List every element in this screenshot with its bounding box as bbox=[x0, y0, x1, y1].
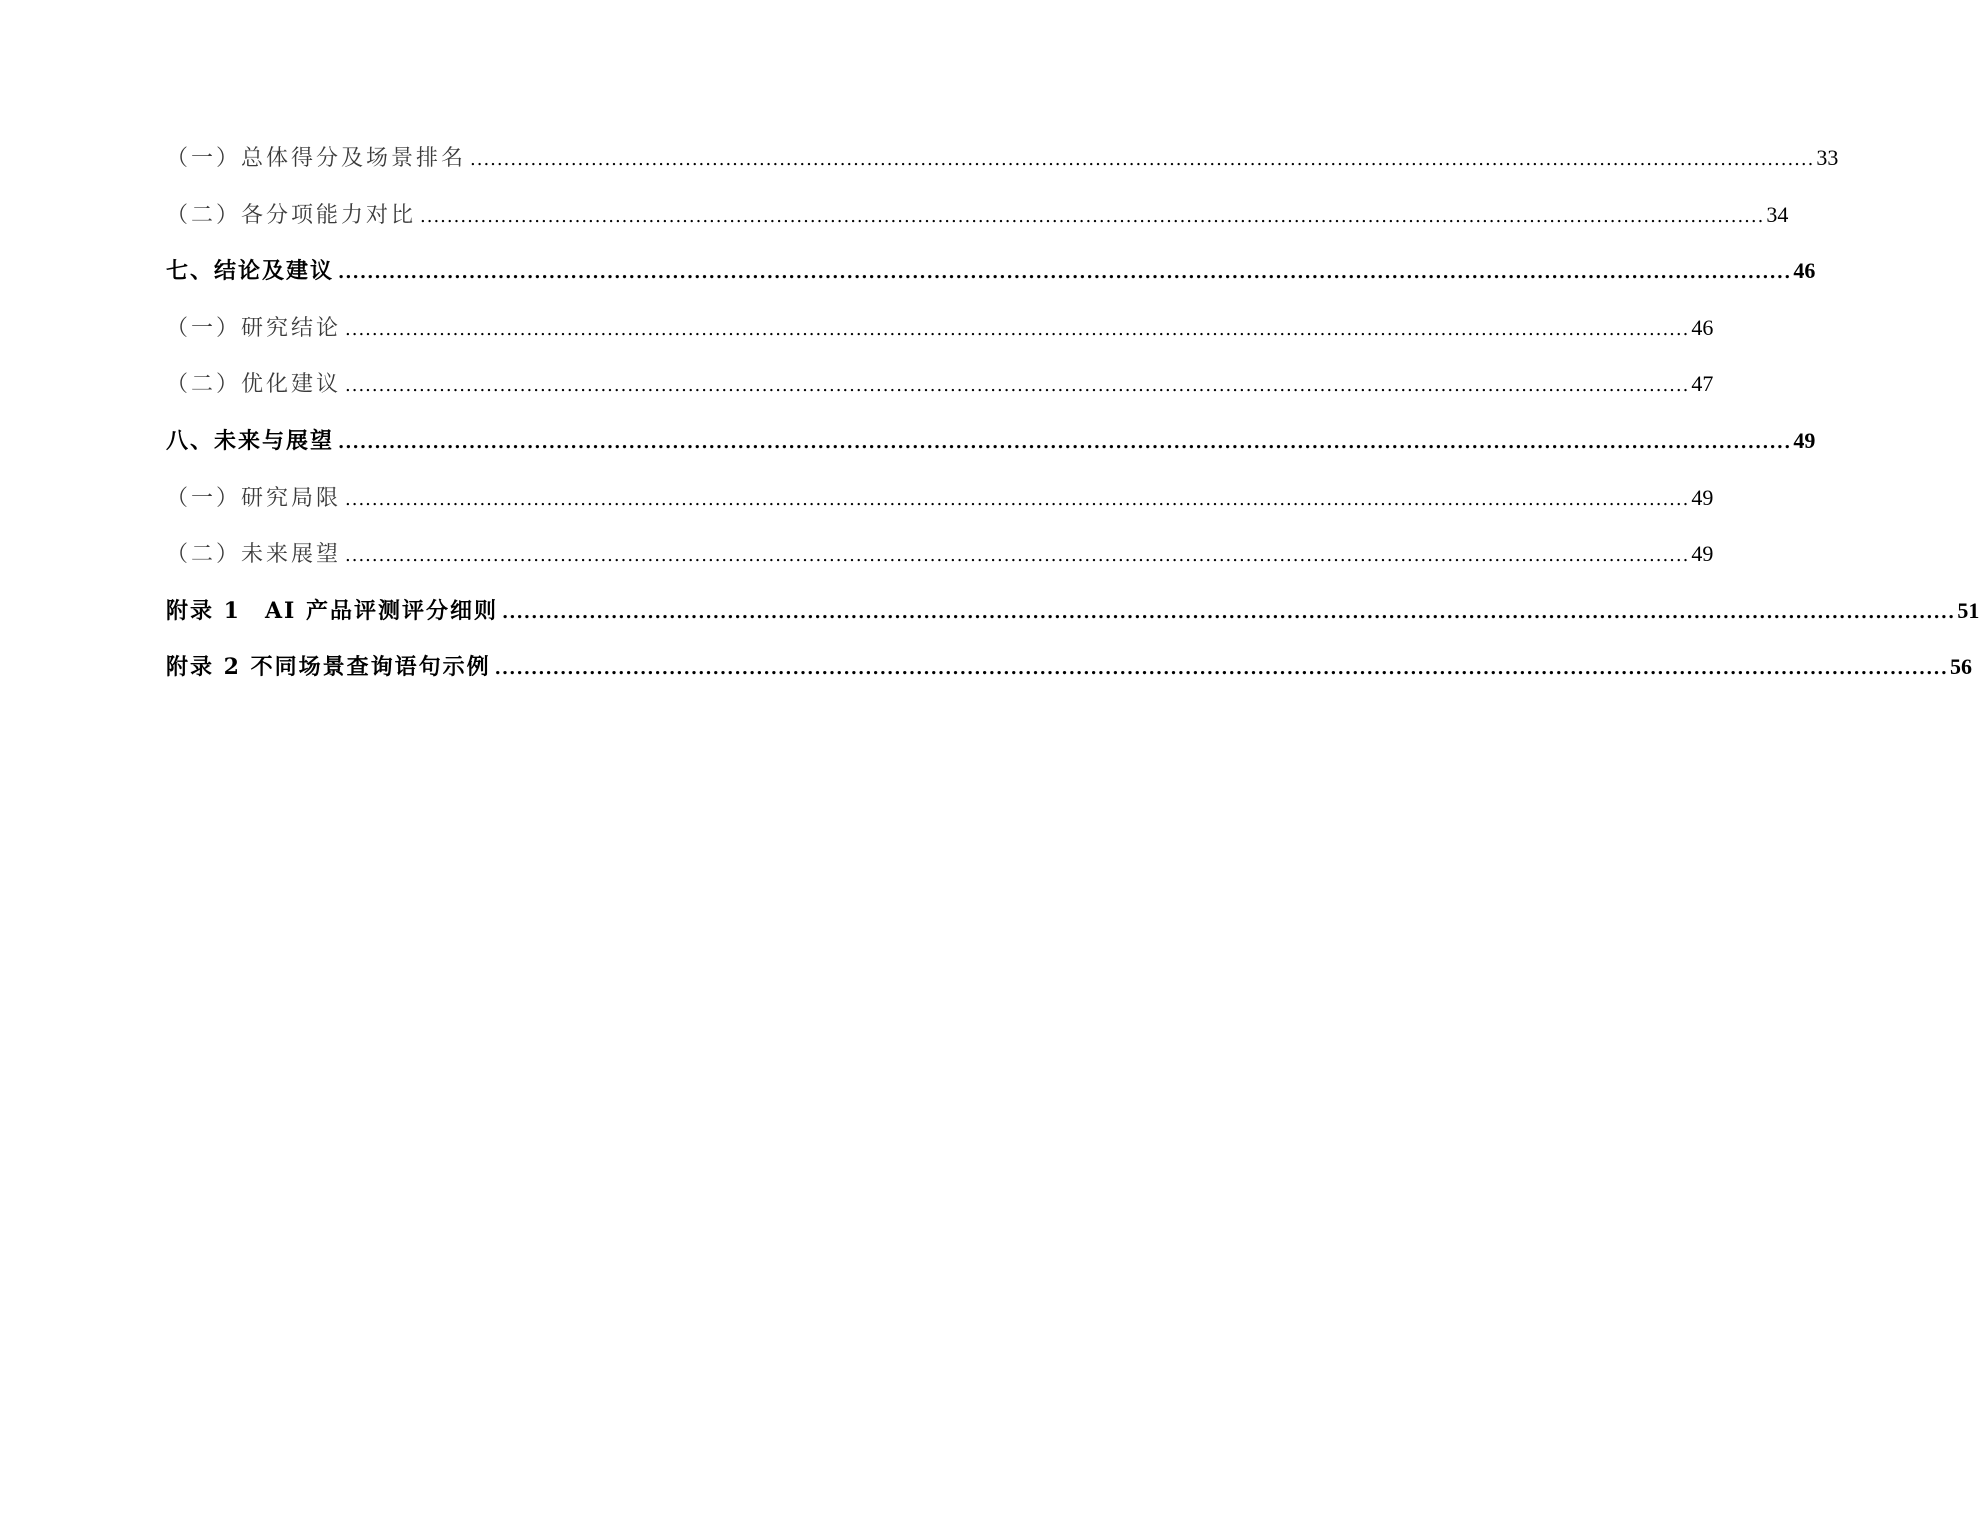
toc-page-number: 51 bbox=[1957, 597, 1979, 623]
toc-entry[interactable] bbox=[166, 534, 1714, 591]
toc-leader-dots: ........................................................................................................................................................................................................ bbox=[345, 545, 1690, 567]
toc-entry-title: 七、结论及建议 bbox=[166, 258, 335, 285]
toc-leader-dots: ........................................................................................................................................................................................................ bbox=[494, 658, 1948, 680]
toc-page-number: 33 bbox=[1816, 145, 1839, 170]
toc-page-number: 47 bbox=[1691, 371, 1714, 397]
toc-leader-dots: ........................................................................................................................................................................................................ bbox=[502, 601, 1956, 623]
toc-entry-title: （一）总体得分及场景排名 bbox=[166, 146, 467, 171]
toc-entry-title: （一）研究结论 bbox=[166, 315, 342, 341]
toc-leader-dots: ........................................................................................................................................................................................................ bbox=[470, 149, 1815, 170]
toc-page-number: 49 bbox=[1691, 541, 1714, 567]
toc-entry-title: 附录 1 AI 产品评测评分细则 bbox=[166, 597, 498, 624]
toc-leader-dots: ........................................................................................................................................................................................................ bbox=[420, 205, 1765, 227]
toc-page-number: 56 bbox=[1949, 654, 1972, 680]
toc-entry[interactable] bbox=[166, 364, 1714, 421]
toc-page-number: 49 bbox=[1793, 427, 1816, 453]
toc-page-number: 46 bbox=[1691, 314, 1714, 340]
toc-entry[interactable] bbox=[166, 478, 1714, 535]
toc-entry-title: （一）研究局限 bbox=[166, 485, 342, 511]
toc-page-number: 34 bbox=[1766, 201, 1789, 227]
toc-entry[interactable] bbox=[166, 251, 1816, 308]
toc-page-number: 49 bbox=[1691, 484, 1714, 510]
toc-entry-title: 八、未来与展望 bbox=[166, 427, 335, 454]
toc-entry[interactable] bbox=[166, 647, 1972, 704]
toc-entry[interactable] bbox=[166, 195, 1789, 252]
toc-leader-dots: ........................................................................................................................................................................................................ bbox=[338, 262, 1792, 284]
toc-entry[interactable] bbox=[166, 591, 1979, 648]
toc-leader-dots: ........................................................................................................................................................................................................ bbox=[345, 318, 1690, 340]
toc-page-number: 46 bbox=[1793, 258, 1816, 284]
toc-entry[interactable] bbox=[166, 138, 1839, 195]
toc-entry[interactable] bbox=[166, 421, 1816, 478]
toc-leader-dots: ........................................................................................................................................................................................................ bbox=[338, 431, 1792, 453]
toc-leader-dots: ........................................................................................................................................................................................................ bbox=[345, 488, 1690, 510]
toc-entry[interactable] bbox=[166, 308, 1714, 365]
toc-leader-dots: ........................................................................................................................................................................................................ bbox=[345, 375, 1690, 397]
toc-entry-title: （二）未来展望 bbox=[166, 542, 342, 568]
toc-entry-title: （二）各分项能力对比 bbox=[166, 202, 417, 228]
toc-entry-title: 附录 2 不同场景查询语句示例 bbox=[166, 654, 491, 681]
table-of-contents bbox=[166, 138, 1979, 704]
toc-entry-title: （二）优化建议 bbox=[166, 372, 342, 398]
